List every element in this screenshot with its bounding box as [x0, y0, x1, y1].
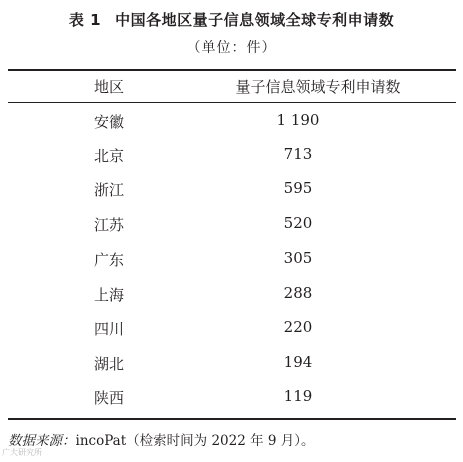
row-region: 浙江 [94, 181, 125, 199]
source-note [8, 429, 315, 449]
row-value: 194 [283, 353, 313, 371]
row-region: 上海 [94, 286, 125, 304]
table-unit: （单位：件） [186, 40, 277, 56]
row-region: 四川 [94, 320, 125, 338]
row-value: 595 [283, 179, 313, 197]
row-value: 1 190 [276, 111, 320, 129]
row-region: 江苏 [94, 216, 125, 234]
table-header-rule [8, 102, 456, 103]
table-row [0, 387, 463, 411]
row-value: 119 [283, 387, 313, 405]
row-region: 湖北 [94, 355, 125, 373]
header-region: 地区 [94, 78, 125, 96]
row-value: 288 [283, 284, 313, 302]
table-row [0, 249, 463, 273]
row-value: 520 [283, 214, 313, 232]
source-text: incoPat（检索时间为 2022 年 9 月）。 [75, 433, 315, 449]
table-header-row [0, 76, 463, 100]
row-region: 北京 [94, 147, 125, 165]
row-region: 广东 [94, 251, 125, 269]
table-row [0, 318, 463, 342]
table-title: 中国各地区量子信息领域全球专利申请数 [115, 11, 395, 29]
row-value: 305 [283, 249, 313, 267]
table-caption [0, 9, 463, 30]
watermark: 广大研究所 [2, 448, 42, 457]
table-row [0, 353, 463, 377]
table-row [0, 284, 463, 308]
header-value: 量子信息领域专利申请数 [235, 78, 401, 96]
source-label: 数据来源： [8, 433, 76, 449]
table-row [0, 179, 463, 203]
table-row [0, 145, 463, 169]
table-bottom-rule [8, 418, 456, 420]
row-value: 713 [283, 145, 313, 163]
table-row [0, 111, 463, 135]
row-region: 安徽 [94, 113, 125, 131]
table-number: 表 1 [68, 11, 102, 29]
table-top-rule [8, 69, 456, 71]
row-region: 陕西 [94, 389, 125, 407]
row-value: 220 [283, 318, 313, 336]
table-row [0, 214, 463, 238]
